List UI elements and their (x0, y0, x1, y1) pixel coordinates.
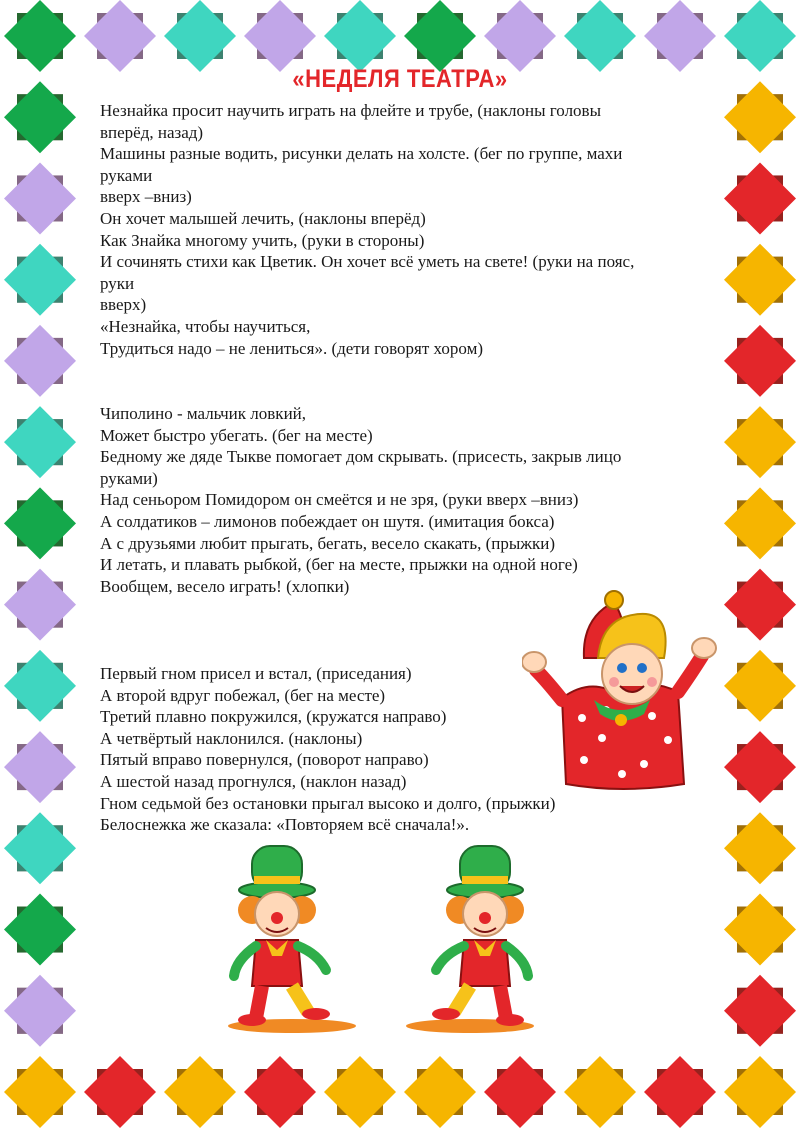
border-diamond-tile (404, 0, 476, 72)
verse-line: А солдатиков – лимонов побеждает он шутя. (имитация бокса) (100, 511, 555, 531)
border-diamond-tile (4, 325, 76, 397)
verse-line: А с друзьями любит прыгать, бегать, весело скакать, (прыжки) (100, 533, 556, 553)
border-diamond-tile (164, 0, 236, 72)
verse-line: Первый гном присел и встал, (приседания) (100, 664, 412, 683)
verse-line: «Незнайка, чтобы научиться, (100, 316, 311, 336)
border-diamond-tile (724, 894, 796, 966)
border-diamond-tile (724, 162, 796, 234)
border-diamond-tile (724, 487, 796, 559)
verse-line: Чиполино - мальчик ловкий, (100, 404, 307, 423)
verse-line: Над сеньором Помидором он смеётся и не зря, (руки вверх –вниз) (100, 490, 579, 510)
verse-line: Третий плавно покружился, (кружатся направо) (100, 707, 447, 727)
border-diamond-tile (724, 406, 796, 478)
border-diamond-tile (724, 650, 796, 722)
border-diamond-tile (4, 406, 76, 478)
verse-neznayka (100, 100, 700, 359)
gnome-clown-left-illustration (222, 836, 362, 1036)
verse-line: Может быстро убегать. (бег на месте) (100, 425, 373, 445)
verse-line: Он хочет малышей лечить, (наклоны вперёд) (100, 208, 426, 228)
border-diamond-tile (724, 975, 796, 1047)
border-diamond-tile (84, 1056, 156, 1128)
verse-line: Как Знайка многому учить, (руки в стороны) (100, 230, 425, 250)
border-diamond-tile (4, 894, 76, 966)
verse-line: Вообщем, весело играть! (хлопки) (100, 576, 350, 596)
border-diamond-tile (724, 731, 796, 803)
page-title: «НЕДЕЛЯ ТЕАТРА» (292, 64, 508, 93)
verse-line: Бедному же дяде Тыкве помогает дом скрывать. (присесть, закрыв лицо (100, 447, 622, 467)
border-diamond-tile (4, 1056, 76, 1128)
border-diamond-tile (4, 650, 76, 722)
border-diamond-tile (724, 1056, 796, 1128)
verse-chipollino (100, 403, 700, 597)
border-diamond-tile (324, 1056, 396, 1128)
border-diamond-tile (4, 0, 76, 72)
verse-line: И сочинять стихи как Цветик. Он хочет всё уметь на свете! (руки на пояс, (100, 252, 635, 272)
verse-line: руки (100, 273, 135, 293)
verse-line: Машины разные водить, рисунки делать на холсте. (бег по группе, махи (100, 144, 623, 164)
verse-line: вверх) (100, 295, 147, 315)
border-diamond-tile (724, 0, 796, 72)
verse-line: Трудиться надо – не лениться». (дети говорят хором) (100, 338, 483, 358)
verse-line: Гном седьмой без остановки прыгал высоко и долго, (прыжки) (100, 793, 556, 813)
border-diamond-tile (564, 1056, 636, 1128)
border-diamond-tile (324, 0, 396, 72)
gnome-clown-right-illustration (400, 836, 540, 1036)
border-diamond-tile (564, 0, 636, 72)
verse-line: А шестой назад прогнулся, (наклон назад) (100, 771, 407, 791)
border-diamond-tile (484, 0, 556, 72)
border-diamond-tile (484, 1056, 556, 1128)
border-diamond-tile (84, 0, 156, 72)
border-diamond-tile (4, 162, 76, 234)
verse-line: руками (100, 165, 153, 185)
border-diamond-tile (644, 0, 716, 72)
verse-line: Незнайка просит научить играть на флейте и трубе, (наклоны головы (100, 101, 602, 120)
verse-line: вверх –вниз) (100, 187, 192, 207)
border-diamond-tile (4, 812, 76, 884)
verse-line: вперёд, назад) (100, 122, 204, 142)
jester-clown-illustration (522, 588, 718, 794)
verse-line: И летать, и плавать рыбкой, (бег на месте, прыжки на одной ноге) (100, 555, 578, 575)
border-diamond-tile (644, 1056, 716, 1128)
border-diamond-tile (4, 569, 76, 641)
border-diamond-tile (4, 975, 76, 1047)
border-diamond-tile (164, 1056, 236, 1128)
border-diamond-tile (724, 244, 796, 316)
border-diamond-tile (4, 487, 76, 559)
border-diamond-tile (724, 325, 796, 397)
border-diamond-tile (724, 569, 796, 641)
border-diamond-tile (244, 0, 316, 72)
border-diamond-tile (4, 244, 76, 316)
verse-line: Белоснежка же сказала: «Повторяем всё сначала!». (100, 815, 470, 835)
border-diamond-tile (4, 731, 76, 803)
verse-line: Пятый вправо повернулся, (поворот направо) (100, 750, 429, 770)
border-diamond-tile (404, 1056, 476, 1128)
border-diamond-tile (724, 812, 796, 884)
verse-line: А четвёртый наклонился. (наклоны) (100, 728, 363, 748)
verse-line: руками) (100, 468, 158, 488)
verse-line: А второй вдруг побежал, (бег на месте) (100, 685, 386, 705)
border-diamond-tile (244, 1056, 316, 1128)
